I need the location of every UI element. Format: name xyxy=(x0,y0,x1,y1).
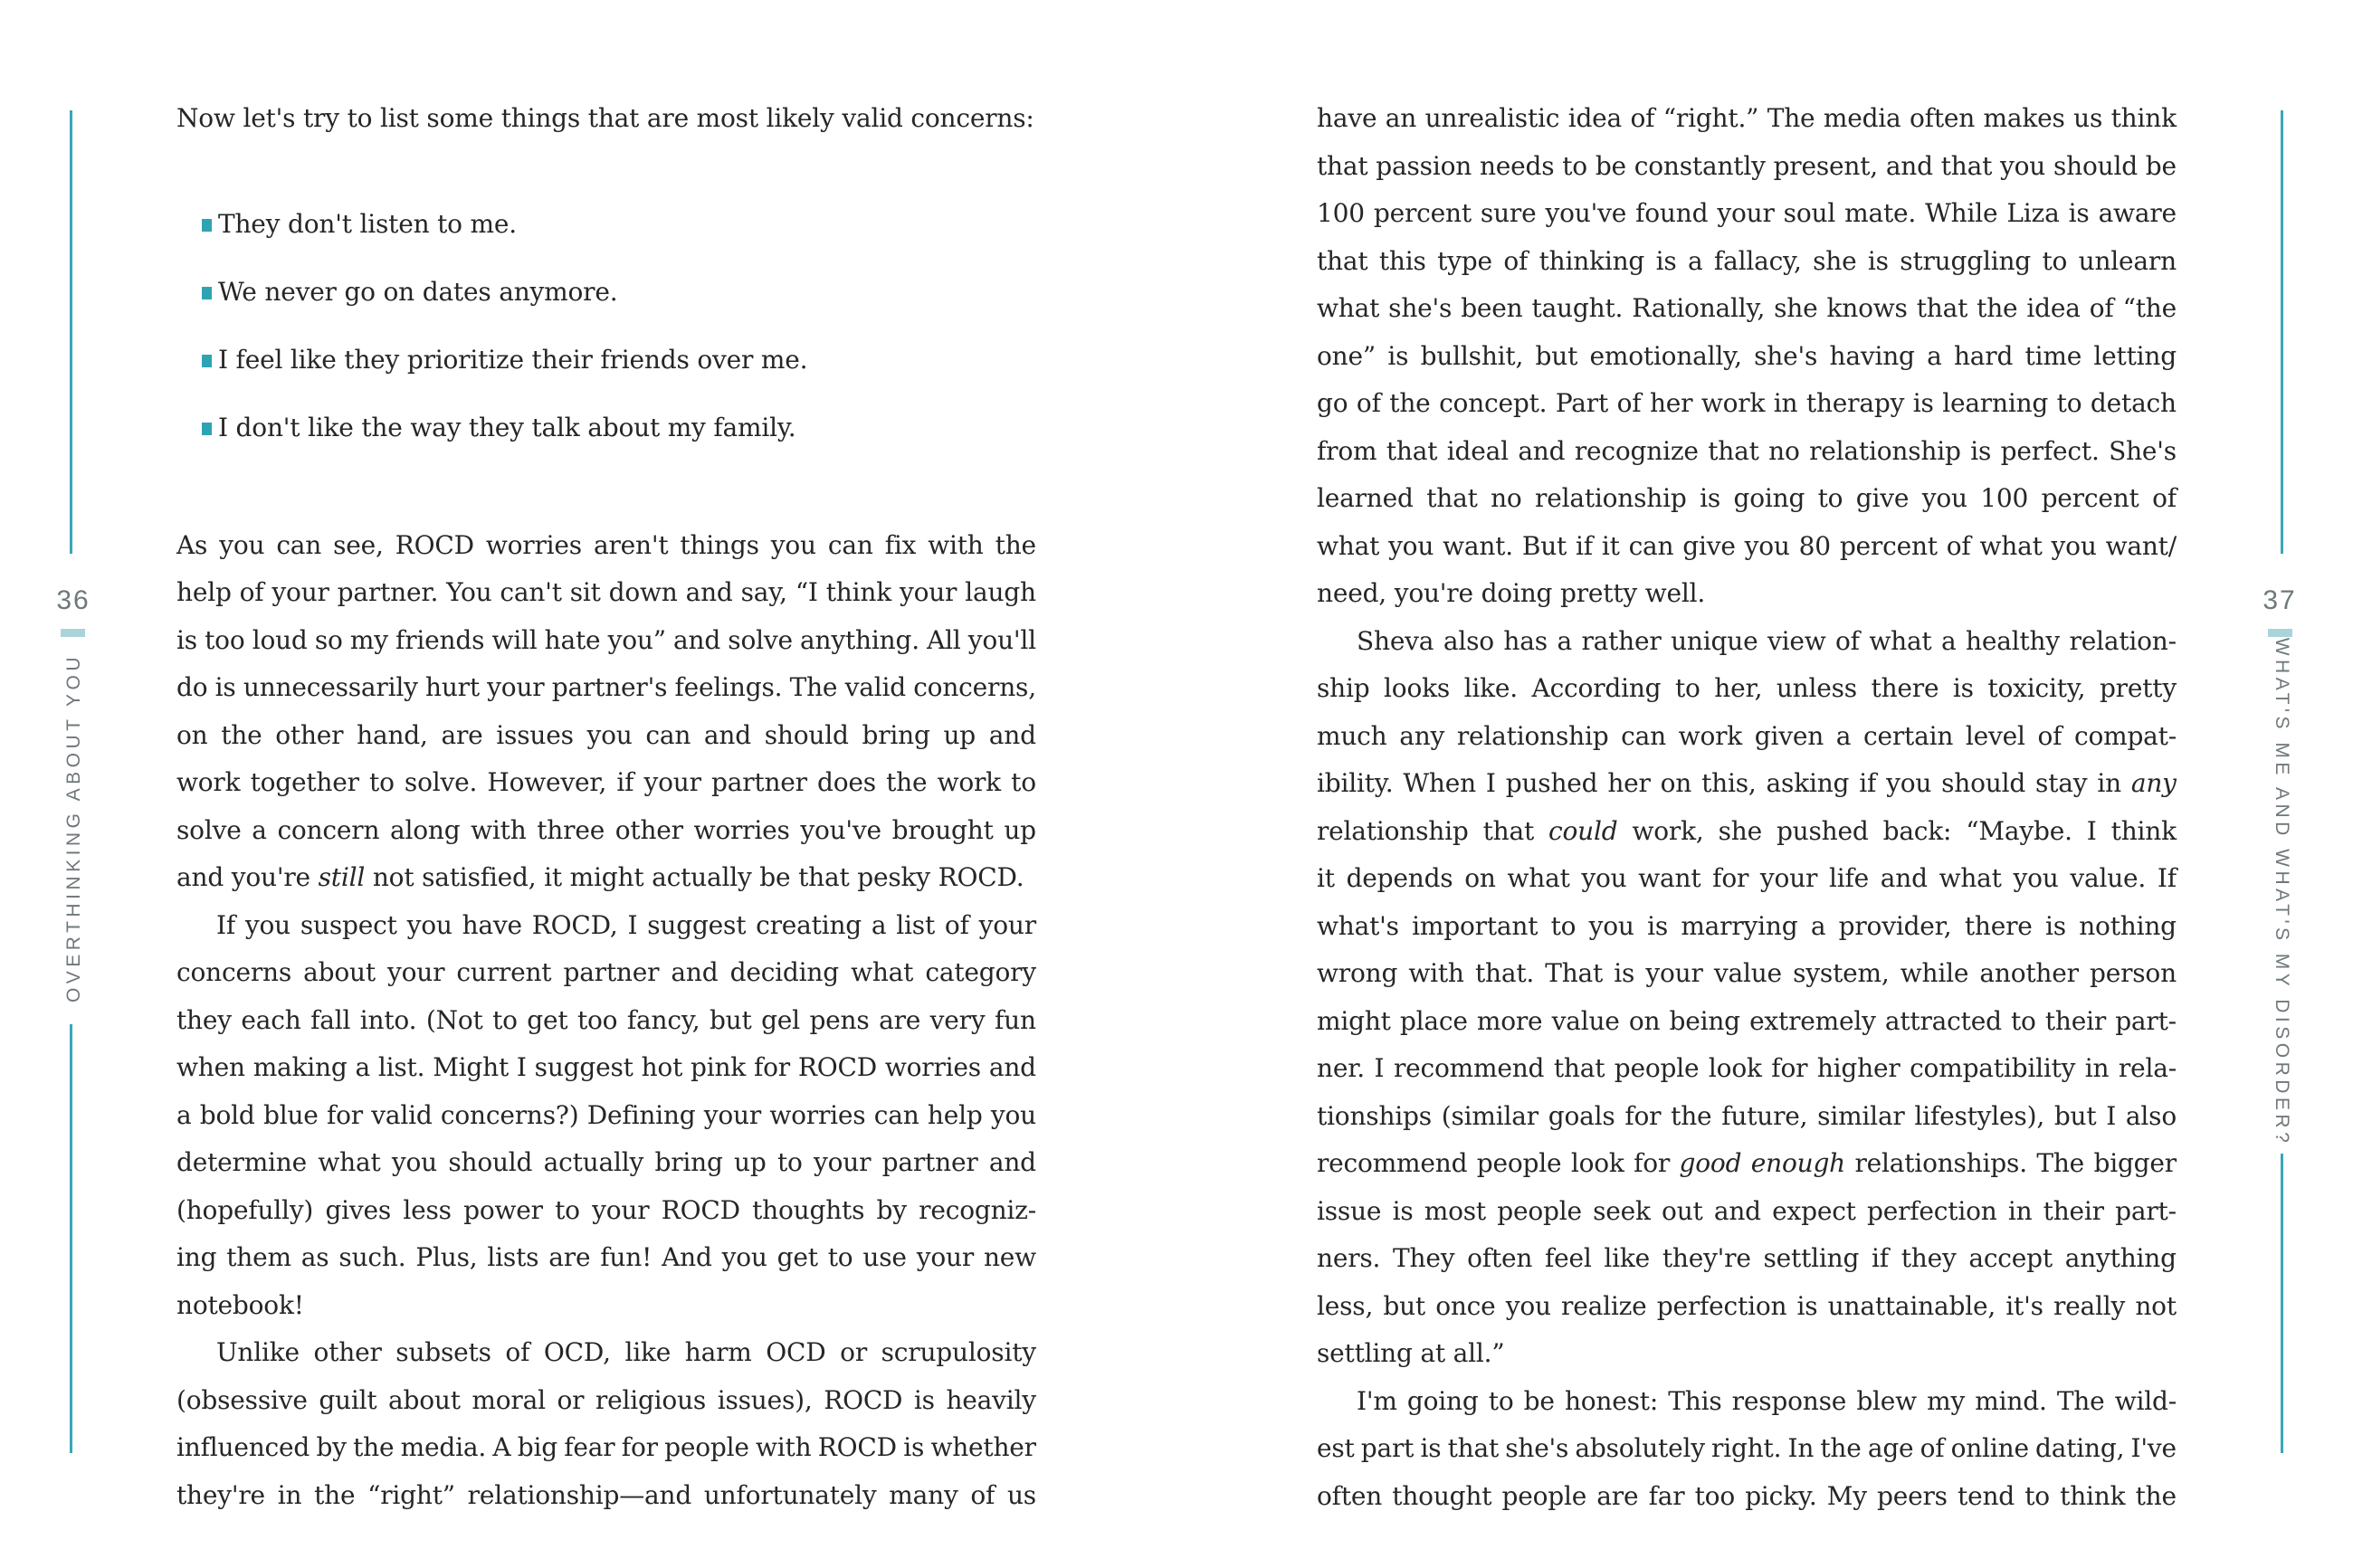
list-item: We never go on dates anymore. xyxy=(176,269,1036,317)
text-line: determine what you should actually bring up to your partner and xyxy=(176,1147,1036,1177)
list-item: I feel like they prioritize their friends over me. xyxy=(176,337,1036,385)
paragraph xyxy=(176,902,1036,1330)
text-line: what you want. But if it can give you 80 percent of what you want/ xyxy=(1317,530,2177,561)
text-line: learned that no relationship is going to give you 100 percent of xyxy=(1317,483,2177,513)
text-line: what's important to you is marrying a provider, there is nothing xyxy=(1317,910,2177,941)
text-line: help of your partner. You can't sit down and say, “I think your laugh xyxy=(176,577,1036,607)
list-item: I don't like the way they talk about my family. xyxy=(176,404,1036,452)
text-line: 100 percent sure you've found your soul mate. While Liza is aware xyxy=(1317,198,2177,228)
text-line: I'm going to be honest: This response blew my mind. The wild- xyxy=(1357,1385,2177,1416)
text-line: and you're still not satisfied, it might actually be that pesky ROCD. xyxy=(176,862,1024,892)
left-top-rule xyxy=(70,110,72,554)
text-line: ner. I recommend that people look for higher compatibility in rela- xyxy=(1317,1053,2177,1083)
text-line: much any relationship can work given a certain level of compat- xyxy=(1317,720,2177,751)
text-line: might place more value on being extremely attracted to their part- xyxy=(1317,1005,2177,1036)
paragraph xyxy=(176,95,1036,143)
right-running-head: WHAT'S ME AND WHAT'S MY DISORDER? xyxy=(2272,637,2292,1147)
text-line: is too loud so my friends will hate you” and solve anything. All you'll xyxy=(176,624,1036,655)
text-line: work together to solve. However, if your partner does the work to xyxy=(176,767,1036,797)
square-bullet-icon xyxy=(202,423,212,435)
left-page-number: 36 xyxy=(56,585,90,615)
text-line: wrong with that. That is your value system, while another person xyxy=(1317,958,2177,988)
text-line: influenced by the media. A big fear for people with ROCD is whether xyxy=(176,1432,1036,1462)
left-running-head: OVERTHINKING ABOUT YOU xyxy=(63,652,84,1003)
text-line: Sheva also has a rather unique view of what a healthy relation- xyxy=(1357,625,2177,656)
text-line: Unlike other subsets of OCD, like harm OCD or scrupulosity xyxy=(216,1337,1036,1367)
paragraph xyxy=(1317,618,2177,1378)
text-line: a bold blue for valid concerns?) Defining your worries can help you xyxy=(176,1099,1036,1130)
text-line: that this type of thinking is a fallacy, she is struggling to unlearn xyxy=(1317,245,2177,276)
text-line: less, but once you realize perfection is unattainable, it's really not xyxy=(1317,1290,2177,1321)
text-line: relationship that could work, she pushed back: “Maybe. I think xyxy=(1317,815,2177,846)
text-line: have an unrealistic idea of “right.” The media often makes us think xyxy=(1317,103,2177,133)
right-bottom-rule xyxy=(2281,1154,2283,1453)
paragraph xyxy=(1317,1378,2177,1521)
square-bullet-icon xyxy=(202,287,212,299)
paragraph xyxy=(176,522,1036,902)
text-line: ibility. When I pushed her on this, asking if you should stay in any xyxy=(1317,768,2177,798)
text-line: that passion needs to be constantly present, and that you should be xyxy=(1317,150,2177,181)
text-line: go of the concept. Part of her work in therapy is learning to detach xyxy=(1317,388,2177,418)
left-bottom-rule xyxy=(70,1024,72,1453)
text-line: issue is most people seek out and expect perfection in their part- xyxy=(1317,1195,2177,1226)
text-line: solve a concern along with three other worries you've brought up xyxy=(176,814,1036,845)
text-line: est part is that she's absolutely right. In the age of online dating, I've xyxy=(1317,1433,2177,1463)
right-top-rule xyxy=(2281,110,2283,554)
text-line: do is unnecessarily hurt your partner's feelings. The valid concerns, xyxy=(176,672,1036,702)
paragraph xyxy=(1317,95,2177,618)
text-line: (hopefully) gives less power to your ROCD thoughts by recogniz- xyxy=(176,1194,1036,1225)
text-line: they're in the “right” relationship—and unfortunately many of us xyxy=(176,1479,1036,1510)
text-line: ing them as such. Plus, lists are fun! And you get to use your new xyxy=(176,1242,1036,1272)
text-line: concerns about your current partner and deciding what category xyxy=(176,957,1036,987)
text-line: it depends on what you want for your life and what you value. If xyxy=(1317,863,2177,893)
text-line: ners. They often feel like they're settling if they accept anything xyxy=(1317,1243,2177,1273)
text-line: one” is bullshit, but emotionally, she's having a hard time letting xyxy=(1317,340,2177,371)
text-line: what she's been taught. Rationally, she knows that the idea of “the xyxy=(1317,293,2177,323)
text-line: need, you're doing pretty well. xyxy=(1317,578,1706,608)
left-dash-rule xyxy=(61,629,85,637)
concern-list xyxy=(176,201,1036,452)
right-page-number: 37 xyxy=(2262,585,2297,615)
text-line: notebook! xyxy=(176,1289,304,1320)
square-bullet-icon xyxy=(202,355,212,367)
text-line: If you suspect you have ROCD, I suggest creating a list of your xyxy=(216,909,1036,940)
text-line: (obsessive guilt about moral or religious issues), ROCD is heavily xyxy=(176,1384,1036,1415)
text-line: often thought people are far too picky. My peers tend to think the xyxy=(1317,1480,2177,1511)
paragraph-gap xyxy=(176,451,1036,522)
paragraph xyxy=(176,1329,1036,1519)
square-bullet-icon xyxy=(202,219,212,232)
right-dash-rule xyxy=(2268,629,2292,637)
text-line: Now let's try to list some things that are most likely valid concerns: xyxy=(176,103,1034,133)
text-line: when making a list. Might I suggest hot pink for ROCD worries and xyxy=(176,1052,1036,1082)
list-item: They don't listen to me. xyxy=(176,201,1036,249)
text-line: recommend people look for good enough relationships. The bigger xyxy=(1317,1148,2177,1178)
text-line: from that ideal and recognize that no relationship is perfect. She's xyxy=(1317,435,2177,466)
text-line: settling at all.” xyxy=(1317,1338,1505,1368)
text-line: on the other hand, are issues you can and should bring up and xyxy=(176,719,1036,750)
left-page-text xyxy=(176,95,1036,1519)
text-line: tionships (similar goals for the future, similar lifestyles), but I also xyxy=(1317,1100,2177,1131)
text-line: they each fall into. (Not to get too fancy, but gel pens are very fun xyxy=(176,1004,1036,1035)
right-page-text xyxy=(1317,95,2177,1520)
text-line: As you can see, ROCD worries aren't things you can fix with the xyxy=(176,529,1036,560)
text-line: ship looks like. According to her, unless there is toxicity, pretty xyxy=(1317,673,2177,703)
